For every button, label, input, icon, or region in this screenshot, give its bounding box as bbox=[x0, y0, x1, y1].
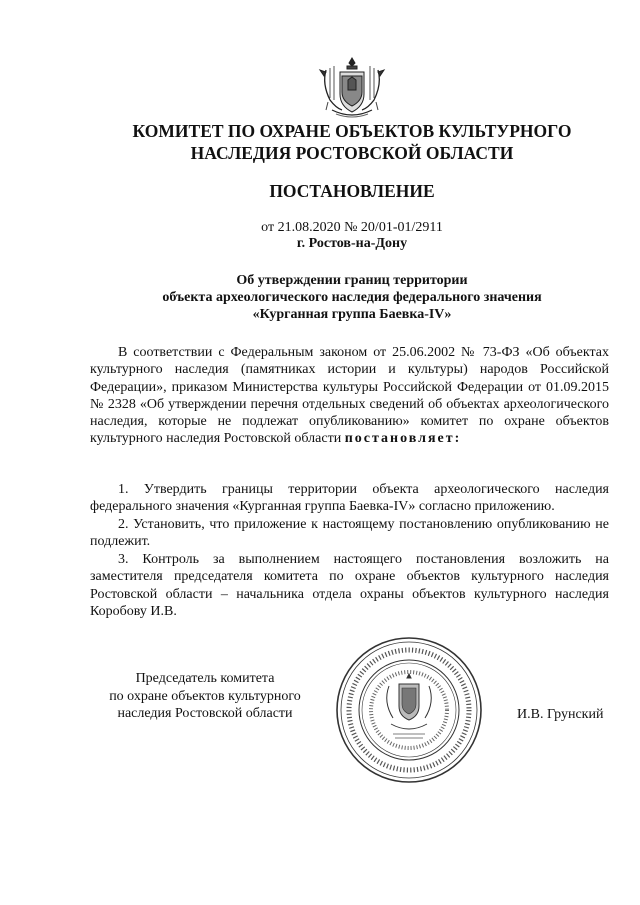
resolution-item-2: 2. Установить, что приложение к настоящему постановлению опубликованию не подлежит. bbox=[90, 517, 609, 550]
document-city: г. Ростов-на-Дону bbox=[296, 236, 408, 251]
intro-text: В соответствии с Федеральным законом от 25.06.2002 № 73-ФЗ «Об объектах культурного наследия (памятниках истории и культуры) народов Российской Федерации», приказом Министерства культуры Российской Федерации от 01.09.2015 № 2328 «Об утверждении перечня отдельных сведений об объектах археологического наследия, которые не подлежат опубликованию» комитет по охране объектов культурного наследия Ростовской области bbox=[90, 345, 609, 447]
committee-name bbox=[60, 120, 640, 164]
signatory-title-line-3: наследия Ростовской области bbox=[117, 706, 293, 721]
committee-line-1: КОМИТЕТ ПО ОХРАНЕ ОБЪЕКТОВ КУЛЬТУРНОГО bbox=[132, 121, 572, 141]
resolution-item-3: 3. Контроль за выполнением настоящего постановления возложить на заместителя председателя комитета по охране объектов культурного наследия Ростовской области – начальника отдела охраны объектов культурного наследия Коробову И.В. bbox=[90, 552, 609, 619]
intro-paragraph bbox=[90, 344, 609, 448]
committee-line-2: НАСЛЕДИЯ РОСТОВСКОЙ ОБЛАСТИ bbox=[190, 143, 514, 163]
signatory-title bbox=[90, 670, 320, 723]
subject-line-2: объекта археологического наследия федерального значения bbox=[162, 290, 542, 305]
subject-line-3: «Курганная группа Баевка-IV» bbox=[252, 307, 452, 322]
signatory-title-line-1: Председатель комитета bbox=[135, 671, 275, 686]
document-date-number: от 21.08.2020 № 20/01-01/2911 bbox=[261, 220, 443, 235]
resolution-item-1: 1. Утвердить границы территории объекта археологического наследия федерального значения «Курганная группа Баевка-IV» согласно приложению. bbox=[90, 482, 609, 515]
document-type-heading: ПОСТАНОВЛЕНИЕ bbox=[269, 181, 435, 201]
coat-of-arms-emblem bbox=[318, 56, 386, 122]
subject-line-1: Об утверждении границ территории bbox=[236, 273, 468, 288]
official-seal-stamp bbox=[333, 634, 485, 786]
signatory-title-line-2: по охране объектов культурного bbox=[109, 688, 301, 704]
document-subject bbox=[60, 272, 640, 323]
resolves-word: постановляет: bbox=[344, 431, 462, 447]
signer-name: И.В. Грунский bbox=[517, 707, 604, 722]
